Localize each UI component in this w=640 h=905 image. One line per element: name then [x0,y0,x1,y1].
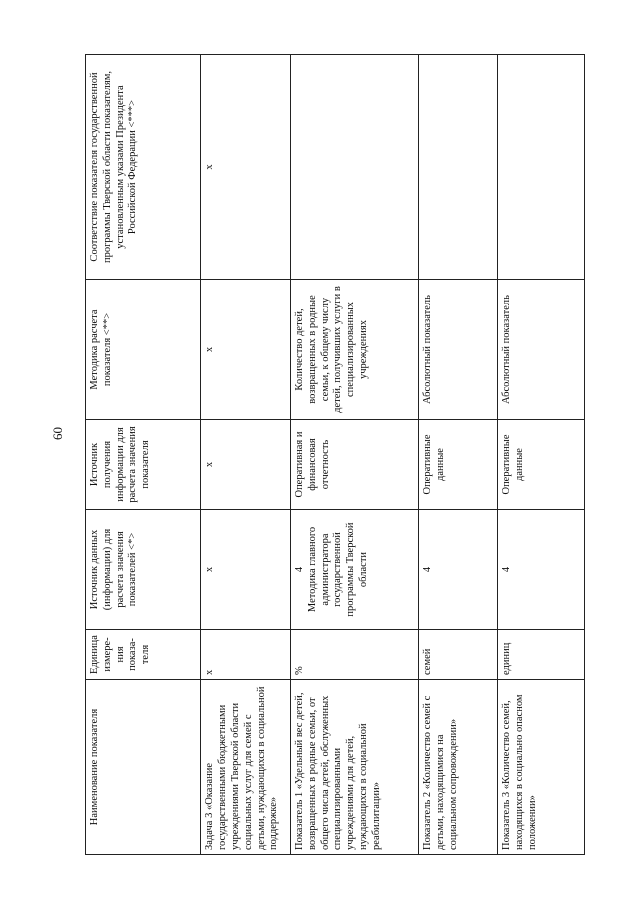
table-row [291,55,419,855]
cell-name: Показатель 2 «Количество семей с детьми, находящимися на социальном сопровождении» [419,680,498,855]
header-data-source: Источник данных (информации) для расчета значения показателей <*> [86,510,201,630]
cell-source: х [201,510,291,630]
cell-method: Абсолютный показатель [498,280,585,420]
header-indicator-name: Наименование показателя [86,680,201,855]
cell-method: х [201,280,291,420]
cell-origin: Оперативные данные [498,420,585,510]
cell-origin: х [201,420,291,510]
cell-origin: Оперативная и финансовая отчетность [291,420,419,510]
table-row [498,55,585,855]
cell-unit: единиц [498,630,585,680]
cell-source [291,510,419,630]
cell-name: Показатель 3 «Количество семей, находящихся в социально опасном положении» [498,680,585,855]
cell-compliance: х [201,55,291,280]
header-compliance: Соответствие показателя государственной программы Тверской области показателям, установленным указами Президента Российской Федерации <***> [86,55,201,280]
header-method: Методика расчета показателя <**> [86,280,201,420]
cell-compliance [291,55,419,280]
cell-source-code: 4 [501,566,513,573]
header-info-origin: Источник получения информации для расчета значения показателя [86,420,201,510]
cell-method: Абсолютный показатель [419,280,498,420]
table-row [419,55,498,855]
cell-unit: х [201,630,291,680]
cell-origin: Оперативные данные [419,420,498,510]
cell-source [498,510,585,630]
cell-name: Показатель 1 «Удельный вес детей, возвращенных в родные семьи, от общего числа детей, обслуженных специализированными учреждениями для детей, нуждающихся в социальной реабилитации» [291,680,419,855]
cell-source-code: 4 [422,566,434,573]
cell-source-code: 4 [294,566,306,573]
cell-source-text: Методика главного администратора государственной программы Тверской области [306,522,369,617]
cell-name: Задача 3 «Оказание государственными бюджетными учреждениями Тверской области социальных услуг для семей с детьми, нуждающихся в социальной поддержке» [201,680,291,855]
table-row [201,55,291,855]
indicators-table [85,54,585,855]
cell-method: Количество детей, возвращенных в родные семьи, к общему числу детей, получивших услуги в специализированных учреждениях [291,280,419,420]
header-unit: Единица измере-ния показа-теля [86,630,201,680]
cell-unit: % [291,630,419,680]
cell-source [419,510,498,630]
indicators-table-rotated [85,55,585,855]
cell-unit: семей [419,630,498,680]
cell-compliance [419,55,498,280]
table-header-row [86,55,201,855]
page-number: 60 [50,427,65,440]
cell-compliance [498,55,585,280]
